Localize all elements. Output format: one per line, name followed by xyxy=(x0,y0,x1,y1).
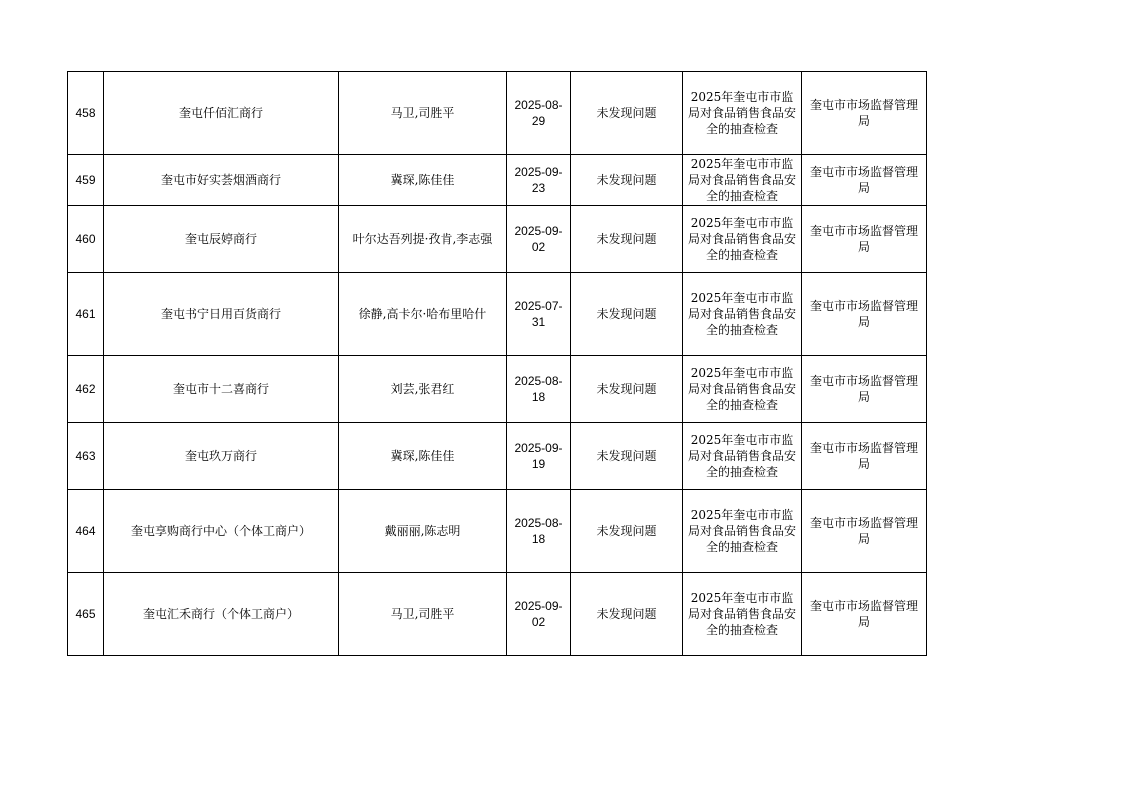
table-row xyxy=(68,273,927,356)
inspection-result-cell xyxy=(571,423,683,490)
business-name-cell xyxy=(104,490,339,573)
row-number: 458 xyxy=(75,106,96,120)
inspecting-agency: 奎屯市市场监督管理局 xyxy=(809,224,918,254)
inspection-date: 2025-08-18 xyxy=(514,374,563,404)
inspectors: 马卫,司胜平 xyxy=(390,607,455,621)
inspecting-agency: 奎屯市市场监督管理局 xyxy=(809,374,918,404)
row-number: 462 xyxy=(75,382,96,396)
inspection-result-cell xyxy=(571,356,683,423)
inspection-date-cell xyxy=(507,206,571,273)
inspectors-cell xyxy=(339,206,507,273)
business-name-cell xyxy=(104,155,339,206)
inspection-result: 未发现问题 xyxy=(596,106,657,120)
inspection-task-cell xyxy=(683,72,802,155)
business-name: 奎屯汇禾商行（个体工商户） xyxy=(142,607,299,621)
inspection-result-cell xyxy=(571,490,683,573)
inspection-task-cell xyxy=(683,356,802,423)
inspection-date: 2025-08-18 xyxy=(514,516,563,546)
inspecting-agency-cell xyxy=(802,72,927,155)
business-name-cell xyxy=(104,206,339,273)
inspecting-agency: 奎屯市市场监督管理局 xyxy=(809,98,918,128)
row-number-cell xyxy=(68,72,104,155)
inspecting-agency: 奎屯市市场监督管理局 xyxy=(809,299,918,329)
inspection-date-cell xyxy=(507,490,571,573)
inspecting-agency-cell xyxy=(802,273,927,356)
inspection-date-cell xyxy=(507,155,571,206)
inspectors: 冀琛,陈佳佳 xyxy=(390,173,455,187)
row-number: 461 xyxy=(75,307,96,321)
business-name: 奎屯书宁日用百货商行 xyxy=(160,307,281,321)
inspectors-cell xyxy=(339,356,507,423)
row-number: 463 xyxy=(75,449,96,463)
inspection-result: 未发现问题 xyxy=(596,607,657,621)
inspection-date-cell xyxy=(507,273,571,356)
inspectors-cell xyxy=(339,490,507,573)
table-row xyxy=(68,206,927,273)
business-name-cell xyxy=(104,356,339,423)
inspection-date-cell xyxy=(507,423,571,490)
inspectors: 冀琛,陈佳佳 xyxy=(390,449,455,463)
inspecting-agency-cell xyxy=(802,490,927,573)
inspection-task-cell xyxy=(683,273,802,356)
inspection-task-cell xyxy=(683,490,802,573)
row-number: 464 xyxy=(75,524,96,538)
row-number-cell xyxy=(68,423,104,490)
inspection-date: 2025-09-23 xyxy=(514,165,563,195)
inspection-result: 未发现问题 xyxy=(596,173,657,187)
inspection-date: 2025-09-02 xyxy=(514,224,563,254)
row-number: 459 xyxy=(75,173,96,187)
inspection-task: 2025年奎屯市市监局对食品销售食品安全的抽查检查 xyxy=(687,157,796,203)
inspectors: 叶尔达吾列提·孜肯,李志强 xyxy=(352,232,493,246)
business-name: 奎屯市十二喜商行 xyxy=(172,382,269,396)
inspection-task: 2025年奎屯市市监局对食品销售食品安全的抽查检查 xyxy=(687,90,796,136)
table-row xyxy=(68,490,927,573)
inspectors-cell xyxy=(339,72,507,155)
inspectors-cell xyxy=(339,573,507,656)
row-number-cell xyxy=(68,573,104,656)
inspectors: 戴丽丽,陈志明 xyxy=(384,524,461,538)
table-row xyxy=(68,72,927,155)
inspecting-agency-cell xyxy=(802,573,927,656)
business-name-cell xyxy=(104,573,339,656)
inspection-date: 2025-08-29 xyxy=(514,98,563,128)
row-number-cell xyxy=(68,273,104,356)
inspectors: 马卫,司胜平 xyxy=(390,106,455,120)
business-name: 奎屯仟佰汇商行 xyxy=(178,106,263,120)
row-number: 465 xyxy=(75,607,96,621)
business-name: 奎屯辰婷商行 xyxy=(184,232,257,246)
inspection-result-cell xyxy=(571,273,683,356)
inspection-task: 2025年奎屯市市监局对食品销售食品安全的抽查检查 xyxy=(687,508,796,554)
inspection-task: 2025年奎屯市市监局对食品销售食品安全的抽查检查 xyxy=(687,591,796,637)
inspection-result: 未发现问题 xyxy=(596,524,657,538)
business-name: 奎屯玖万商行 xyxy=(184,449,257,463)
inspecting-agency-cell xyxy=(802,155,927,206)
inspecting-agency: 奎屯市市场监督管理局 xyxy=(809,441,918,471)
inspection-task-cell xyxy=(683,423,802,490)
row-number-cell xyxy=(68,356,104,423)
inspection-result-cell xyxy=(571,206,683,273)
inspection-task: 2025年奎屯市市监局对食品销售食品安全的抽查检查 xyxy=(687,291,796,337)
inspection-date-cell xyxy=(507,72,571,155)
inspecting-agency-cell xyxy=(802,206,927,273)
inspection-date: 2025-09-19 xyxy=(514,441,563,471)
inspecting-agency-cell xyxy=(802,423,927,490)
row-number-cell xyxy=(68,206,104,273)
table-row xyxy=(68,573,927,656)
inspection-result-cell xyxy=(571,72,683,155)
inspecting-agency: 奎屯市市场监督管理局 xyxy=(809,165,918,195)
inspection-date: 2025-09-02 xyxy=(514,599,563,629)
inspection-task: 2025年奎屯市市监局对食品销售食品安全的抽查检查 xyxy=(687,216,796,262)
inspection-result: 未发现问题 xyxy=(596,382,657,396)
inspection-date-cell xyxy=(507,356,571,423)
row-number-cell xyxy=(68,490,104,573)
business-name-cell xyxy=(104,72,339,155)
inspection-date: 2025-07-31 xyxy=(514,299,563,329)
inspection-task-cell xyxy=(683,573,802,656)
inspectors: 徐静,高卡尔·哈布里哈什 xyxy=(358,307,487,321)
inspectors-cell xyxy=(339,423,507,490)
inspecting-agency: 奎屯市市场监督管理局 xyxy=(809,516,918,546)
inspection-result: 未发现问题 xyxy=(596,232,657,246)
inspecting-agency: 奎屯市市场监督管理局 xyxy=(809,599,918,629)
table-row xyxy=(68,155,927,206)
inspectors-cell xyxy=(339,155,507,206)
inspecting-agency-cell xyxy=(802,356,927,423)
inspection-records-table xyxy=(67,71,927,656)
business-name: 奎屯享购商行中心（个体工商户） xyxy=(130,524,311,538)
table-body xyxy=(68,72,927,656)
inspection-task-cell xyxy=(683,155,802,206)
inspection-result: 未发现问题 xyxy=(596,449,657,463)
table-row xyxy=(68,356,927,423)
inspectors: 刘芸,张君红 xyxy=(390,382,455,396)
inspectors-cell xyxy=(339,273,507,356)
business-name-cell xyxy=(104,273,339,356)
inspection-result-cell xyxy=(571,155,683,206)
business-name: 奎屯市好实荟烟酒商行 xyxy=(160,173,281,187)
inspection-result-cell xyxy=(571,573,683,656)
inspection-date-cell xyxy=(507,573,571,656)
row-number-cell xyxy=(68,155,104,206)
business-name-cell xyxy=(104,423,339,490)
row-number: 460 xyxy=(75,232,96,246)
inspection-task-cell xyxy=(683,206,802,273)
table-row xyxy=(68,423,927,490)
inspection-task: 2025年奎屯市市监局对食品销售食品安全的抽查检查 xyxy=(687,366,796,412)
inspection-task: 2025年奎屯市市监局对食品销售食品安全的抽查检查 xyxy=(687,433,796,479)
inspection-result: 未发现问题 xyxy=(596,307,657,321)
